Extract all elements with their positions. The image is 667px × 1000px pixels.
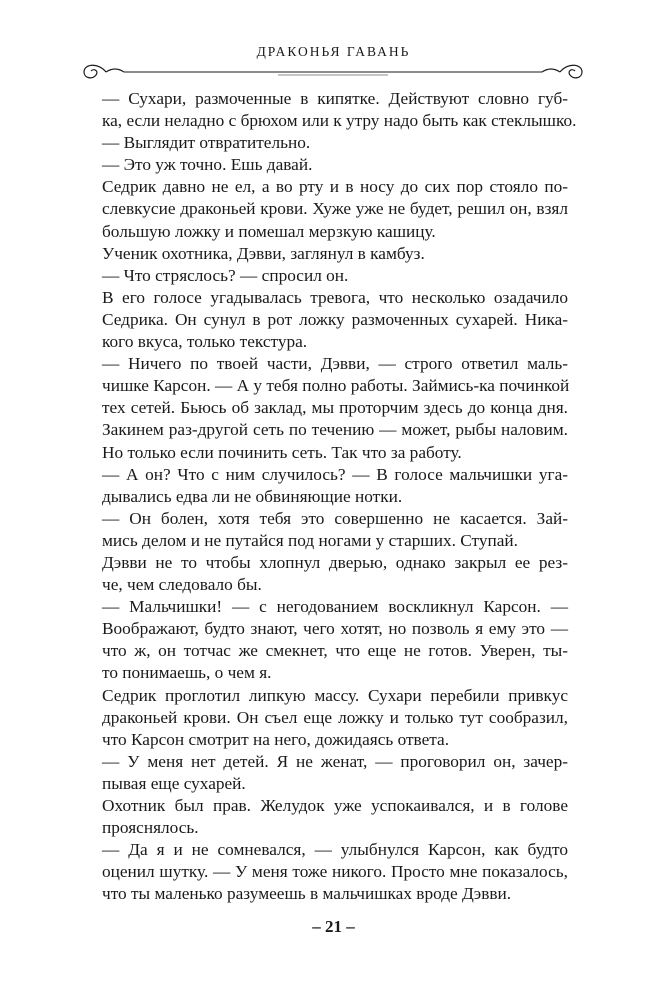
text-line: Седрик давно не ел, а во рту и в носу до сих пор стояло по- xyxy=(102,177,568,197)
text-line: В его голосе угадывалась тревога, что несколько озадачило xyxy=(102,287,568,307)
text-line: — Что стряслось? — спросил он. xyxy=(102,265,349,285)
header-ornament-rule xyxy=(78,58,588,84)
body-text xyxy=(102,88,577,905)
running-header-title: ДРАКОНЬЯ ГАВАНЬ xyxy=(256,44,411,59)
text-line: Дэвви не то чтобы хлопнул дверью, однако закрыл ее рез- xyxy=(102,552,568,572)
text-line: — Мальчишки! — с негодованием воскликнул Карсон. — xyxy=(102,597,568,617)
text-line: ка, если неладно с брюхом или к утру надо быть как стеклышко. xyxy=(102,111,577,131)
text-line: что Карсон смотрит на него, дожидаясь ответа. xyxy=(102,729,450,749)
text-line: пывая еще сухарей. xyxy=(102,773,246,793)
text-line: оценил шутку. — У меня тоже никого. Просто мне показалось, xyxy=(102,862,568,882)
text-line: — У меня нет детей. Я не женат, — проговорил он, зачер- xyxy=(102,751,568,771)
text-line: Седрик проглотил липкую массу. Сухари перебили привкус xyxy=(102,685,568,705)
text-line: — Ничего по твоей части, Дэвви, — строго ответил маль- xyxy=(102,354,568,374)
text-line: Воображают, будто знают, чего хотят, но позволь я ему это — xyxy=(102,619,568,639)
text-line: — Сухари, размоченные в кипятке. Действуют словно губ- xyxy=(102,89,568,108)
text-line: Охотник был прав. Желудок уже успокаивался, и в голове xyxy=(102,796,568,815)
text-line: мись делом и не путайся под ногами у старших. Ступай. xyxy=(102,530,518,550)
text-line: слевкусие драконьей крови. Хуже уже не будет, решил он, взял xyxy=(102,199,568,219)
text-line: че, чем следовало бы. xyxy=(102,575,262,595)
text-line: — Да я и не сомневался, — улыбнулся Карсон, как будто xyxy=(102,840,568,860)
text-line: дывались едва ли не обвиняющие нотки. xyxy=(102,486,403,506)
text-line: что ты маленько разумеешь в мальчишках вроде Дэвви. xyxy=(102,884,512,904)
text-line: чишке Карсон. — А у тебя полно работы. Займись-ка починкой xyxy=(102,376,570,396)
text-line: — А он? Что с ним случилось? — В голосе мальчишки уга- xyxy=(102,464,568,484)
text-line: Закинем раз-другой сеть по течению — может, рыбы наловим. xyxy=(102,420,568,440)
text-line: Но только если починить сеть. Так что за работу. xyxy=(102,442,462,462)
text-line: — Это уж точно. Ешь давай. xyxy=(102,155,313,175)
page-number: – 21 – xyxy=(312,917,355,936)
text-line: большую ложку и помешал мерзкую кашицу. xyxy=(102,221,436,241)
text-line: кого вкуса, только текстура. xyxy=(102,332,308,352)
text-line: Седрика. Он сунул в рот ложку размоченных сухарей. Ника- xyxy=(102,309,568,329)
text-line: — Он болен, хотя тебя это совершенно не касается. Зай- xyxy=(102,508,568,528)
text-line: что ж, он тотчас же смекнет, что еще не готов. Уверен, ты- xyxy=(102,641,568,661)
text-line: то понимаешь, о чем я. xyxy=(102,663,272,683)
text-line: тех сетей. Бьюсь об заклад, мы проторчим здесь до конца дня. xyxy=(102,398,568,418)
text-line: драконьей крови. Он съел еще ложку и только тут сообразил, xyxy=(102,707,568,727)
text-line: Ученик охотника, Дэвви, заглянул в камбуз. xyxy=(102,243,425,263)
text-line: прояснялось. xyxy=(102,818,199,838)
text-line: — Выглядит отвратительно. xyxy=(102,133,311,153)
